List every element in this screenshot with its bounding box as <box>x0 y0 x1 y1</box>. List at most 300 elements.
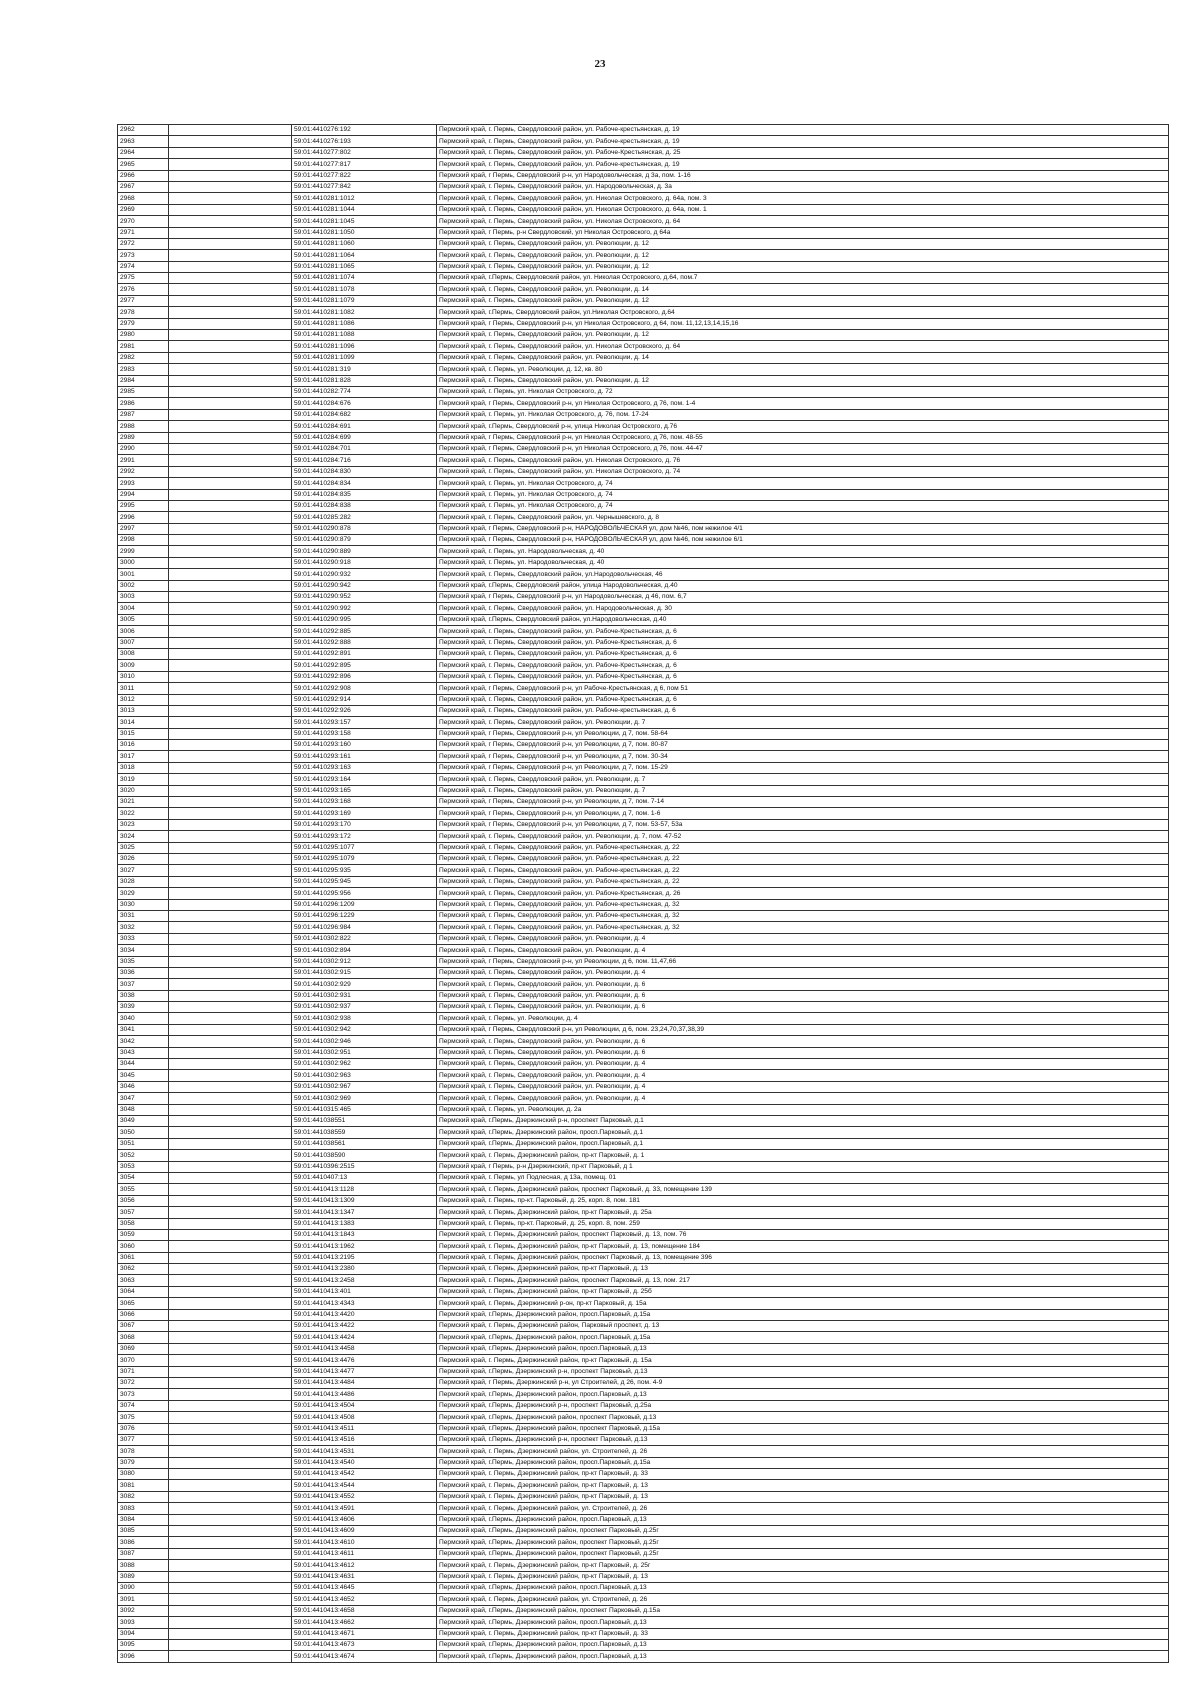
cadastral-number: 59:01:4410302:937 <box>292 1002 437 1013</box>
object-address: Пермский край, г. Пермь, Дзержинский район, пр-кт Парковый, д. 25г <box>437 1560 1169 1571</box>
cadastral-number: 59:01:4410413:4422 <box>292 1321 437 1332</box>
cadastral-number: 59:01:4410396:2515 <box>292 1161 437 1172</box>
page-number: 23 <box>594 58 606 70</box>
table-row <box>118 295 1169 306</box>
table-row <box>118 899 1169 910</box>
cadastral-number: 59:01:4410281:1065 <box>292 261 437 272</box>
table-row <box>118 181 1169 192</box>
cadastral-number: 59:01:4410285:282 <box>292 512 437 523</box>
object-address: Пермский край, г. Пермь, Свердловский район, ул. Революции, д. 4 <box>437 1081 1169 1092</box>
cadastral-number: 59:01:4410413:4645 <box>292 1583 437 1594</box>
row-blank-cell <box>169 762 292 773</box>
cadastral-number: 59:01:4410413:4477 <box>292 1366 437 1377</box>
object-address: Пермский край, г Пермь, Свердловский р-н, НАРОДОВОЛЬЧЕСКАЯ ул, дом №46, пом нежилое 6/1 <box>437 535 1169 546</box>
row-blank-cell <box>169 193 292 204</box>
row-blank-cell <box>169 1104 292 1115</box>
row-blank-cell <box>169 751 292 762</box>
object-address: Пермский край, г Пермь, Дзержинский р-н, ул Строителей, д 26, пом. 4-9 <box>437 1377 1169 1388</box>
cadastral-number: 59:01:4410413:4540 <box>292 1457 437 1468</box>
table-row <box>118 546 1169 557</box>
object-address: Пермский край, г. Пермь, Дзержинский район, ул. Строителей, д. 26 <box>437 1446 1169 1457</box>
row-number: 2992 <box>118 466 169 477</box>
object-address: Пермский край, г. Пермь, Свердловский район, ул. Рабоче-крестьянская, д. 19 <box>437 159 1169 170</box>
object-address: Пермский край, г Пермь, Свердловский р-н, НАРОДОВОЛЬЧЕСКАЯ ул, дом №46, пом нежилое 4/1 <box>437 523 1169 534</box>
row-number: 3071 <box>118 1366 169 1377</box>
object-address: Пермский край, г.Пермь, Дзержинский район, проспект Парковый, д.25г <box>437 1526 1169 1537</box>
row-blank-cell <box>169 1639 292 1650</box>
row-number: 2995 <box>118 500 169 511</box>
row-blank-cell <box>169 1594 292 1605</box>
row-number: 3086 <box>118 1537 169 1548</box>
table-row <box>118 1583 1169 1594</box>
row-number: 3042 <box>118 1036 169 1047</box>
object-address: Пермский край, г.Пермь, Дзержинский р-н, проспект Парковый, д.13 <box>437 1366 1169 1377</box>
cadastral-number: 59:01:4410293:164 <box>292 774 437 785</box>
row-number: 2970 <box>118 216 169 227</box>
table-row <box>118 1366 1169 1377</box>
row-number: 2984 <box>118 375 169 386</box>
row-blank-cell <box>169 557 292 568</box>
object-address: Пермский край, г. Пермь, Свердловский район, ул. Рабоче-Крестьянская, д. 26 <box>437 888 1169 899</box>
row-number: 2962 <box>118 125 169 136</box>
row-blank-cell <box>169 626 292 637</box>
cadastral-number: 59:01:4410315:465 <box>292 1104 437 1115</box>
object-address: Пермский край, г. Пермь, Дзержинский район, пр-кт Парковый, д. 25б <box>437 1286 1169 1297</box>
row-blank-cell <box>169 933 292 944</box>
object-address: Пермский край, г. Пермь, Дзержинский район, пр-кт Парковый, д. 13 <box>437 1264 1169 1275</box>
object-address: Пермский край, г.Пермь, Дзержинский район, просп.Парковый, д.15а <box>437 1457 1169 1468</box>
row-blank-cell <box>169 1024 292 1035</box>
cadastral-number: 59:01:4410293:172 <box>292 831 437 842</box>
row-blank-cell <box>169 1002 292 1013</box>
object-address: Пермский край, г. Пермь, Свердловский район, ул. Рабоче-крестьянская, д. 19 <box>437 125 1169 136</box>
cadastral-number: 59:01:4410293:158 <box>292 728 437 739</box>
cadastral-number: 59:01:4410292:888 <box>292 637 437 648</box>
cadastral-number: 59:01:4410277:842 <box>292 181 437 192</box>
row-number: 3088 <box>118 1560 169 1571</box>
table-row <box>118 1480 1169 1491</box>
object-address: Пермский край, г. Пермь, Свердловский район, ул. Народовольческая, д. 30 <box>437 603 1169 614</box>
row-blank-cell <box>169 876 292 887</box>
row-number: 3051 <box>118 1138 169 1149</box>
object-address: Пермский край, г. Пермь, ул Подлесная, д 13а, помещ. 01 <box>437 1172 1169 1183</box>
row-blank-cell <box>169 330 292 341</box>
table-row <box>118 1127 1169 1138</box>
object-address: Пермский край, г.Пермь, Дзержинский район, проспект Парковый, д.15а <box>437 1605 1169 1616</box>
table-row <box>118 443 1169 454</box>
table-row <box>118 1104 1169 1115</box>
table-row <box>118 979 1169 990</box>
row-blank-cell <box>169 1321 292 1332</box>
row-blank-cell <box>169 489 292 500</box>
object-address: Пермский край, г. Пермь, Свердловский район, ул. Рабоче-крестьянская, д. 6 <box>437 705 1169 716</box>
cadastral-number: 59:01:4410302:894 <box>292 945 437 956</box>
cadastral-number: 59:01:4410302:822 <box>292 933 437 944</box>
row-number: 3006 <box>118 626 169 637</box>
row-blank-cell <box>169 1377 292 1388</box>
cadastral-number: 59:01:4410302:962 <box>292 1059 437 1070</box>
row-number: 3077 <box>118 1434 169 1445</box>
cadastral-number: 59:01:4410281:1082 <box>292 307 437 318</box>
row-number: 3029 <box>118 888 169 899</box>
row-blank-cell <box>169 1571 292 1582</box>
row-number: 3092 <box>118 1605 169 1616</box>
row-number: 2994 <box>118 489 169 500</box>
cadastral-number: 59:01:4410281:1060 <box>292 238 437 249</box>
table-row <box>118 933 1169 944</box>
object-address: Пермский край, г. Пермь, Свердловский район, ул. Рабоче-крестьянская, д. 32 <box>437 910 1169 921</box>
object-address: Пермский край, г.Пермь, Свердловский р-н, улица Николая Островского, д.76 <box>437 421 1169 432</box>
row-blank-cell <box>169 797 292 808</box>
row-number: 3035 <box>118 956 169 967</box>
cadastral-number: 59:01:4410413:4631 <box>292 1571 437 1582</box>
cadastral-number: 59:01:4410293:163 <box>292 762 437 773</box>
cadastral-number: 59:01:4410413:4674 <box>292 1651 437 1662</box>
cadastral-number: 59:01:4410413:4476 <box>292 1355 437 1366</box>
row-number: 2991 <box>118 455 169 466</box>
row-number: 3037 <box>118 979 169 990</box>
row-number: 3095 <box>118 1639 169 1650</box>
table-row <box>118 1651 1169 1662</box>
row-blank-cell <box>169 637 292 648</box>
object-address: Пермский край, г Пермь, Свердловский р-н, ул Революции, д 6, пом. 11,47,66 <box>437 956 1169 967</box>
cadastral-number: 59:01:4410413:4612 <box>292 1560 437 1571</box>
row-blank-cell <box>169 136 292 147</box>
row-number: 3074 <box>118 1400 169 1411</box>
table-row <box>118 1275 1169 1286</box>
row-number: 2963 <box>118 136 169 147</box>
row-number: 2968 <box>118 193 169 204</box>
cadastral-number: 59:01:441038559 <box>292 1127 437 1138</box>
row-number: 3016 <box>118 740 169 751</box>
object-address: Пермский край, г Пермь, Свердловский р-н, ул Революции, д 7, пом. 7-14 <box>437 797 1169 808</box>
row-number: 3050 <box>118 1127 169 1138</box>
row-blank-cell <box>169 1617 292 1628</box>
row-number: 3028 <box>118 876 169 887</box>
cadastral-number: 59:01:441038551 <box>292 1115 437 1126</box>
row-number: 3010 <box>118 671 169 682</box>
cadastral-number: 59:01:4410296:984 <box>292 922 437 933</box>
row-number: 2982 <box>118 352 169 363</box>
object-address: Пермский край, г.Пермь, Дзержинский р-н, проспект Парковый, д.1 <box>437 1115 1169 1126</box>
table-row <box>118 1115 1169 1126</box>
table-row <box>118 1150 1169 1161</box>
table-row <box>118 238 1169 249</box>
row-blank-cell <box>169 648 292 659</box>
cadastral-number: 59:01:4410290:992 <box>292 603 437 614</box>
object-address: Пермский край, г.Пермь, Дзержинский р-н, проспект Парковый, д.13 <box>437 1434 1169 1445</box>
object-address: Пермский край, г. Пермь, Свердловский район, ул. Николая Островского, д. 76 <box>437 455 1169 466</box>
row-blank-cell <box>169 1036 292 1047</box>
row-number: 2978 <box>118 307 169 318</box>
row-blank-cell <box>169 1412 292 1423</box>
row-number: 2967 <box>118 181 169 192</box>
row-blank-cell <box>169 1366 292 1377</box>
object-address: Пермский край, г. Пермь, Дзержинский район, проспект Парковый, д. 13, пом. 76 <box>437 1229 1169 1240</box>
row-blank-cell <box>169 250 292 261</box>
object-address: Пермский край, г. Пермь, Свердловский район, ул. Рабоче-крестьянская, д. 22 <box>437 865 1169 876</box>
row-blank-cell <box>169 603 292 614</box>
row-number: 3021 <box>118 797 169 808</box>
row-number: 3053 <box>118 1161 169 1172</box>
table-row <box>118 1298 1169 1309</box>
cadastral-number: 59:01:4410295:1079 <box>292 854 437 865</box>
cadastral-number: 59:01:4410277:817 <box>292 159 437 170</box>
object-address: Пермский край, г. Пермь, Дзержинский район, пр-кт Парковый, д. 13, помещение 184 <box>437 1241 1169 1252</box>
row-blank-cell <box>169 1218 292 1229</box>
table-row <box>118 1264 1169 1275</box>
object-address: Пермский край, г. Пермь, Свердловский район, ул. Рабоче-крестьянская, д. 32 <box>437 899 1169 910</box>
row-number: 3022 <box>118 808 169 819</box>
table-row <box>118 694 1169 705</box>
row-blank-cell <box>169 967 292 978</box>
row-blank-cell <box>169 1480 292 1491</box>
row-number: 3060 <box>118 1241 169 1252</box>
object-address: Пермский край, г.Пермь, Свердловский район, ул. Николая Островского, д.64, пом.7 <box>437 273 1169 284</box>
object-address: Пермский край, г Пермь, Свердловский р-н, ул Рабоче-Крестьянская, д 6, пом 51 <box>437 683 1169 694</box>
table-row <box>118 512 1169 523</box>
object-address: Пермский край, г Пермь, Свердловский р-н, ул Николая Островского, д 76, пом. 1-4 <box>437 398 1169 409</box>
row-number: 3081 <box>118 1480 169 1491</box>
row-number: 3072 <box>118 1377 169 1388</box>
table-row <box>118 170 1169 181</box>
cadastral-number: 59:01:4410284:835 <box>292 489 437 500</box>
cadastral-number: 59:01:4410293:168 <box>292 797 437 808</box>
row-blank-cell <box>169 1161 292 1172</box>
object-address: Пермский край, г Пермь, Свердловский р-н, ул Революции, д 7, пом. 15-29 <box>437 762 1169 773</box>
table-row <box>118 1639 1169 1650</box>
row-blank-cell <box>169 683 292 694</box>
row-blank-cell <box>169 740 292 751</box>
cadastral-number: 59:01:4410293:160 <box>292 740 437 751</box>
cadastral-number: 59:01:4410302:963 <box>292 1070 437 1081</box>
cadastral-number: 59:01:4410302:951 <box>292 1047 437 1058</box>
object-address: Пермский край, г. Пермь, Свердловский район, ул. Революции, д. 6 <box>437 990 1169 1001</box>
cadastral-number: 59:01:4410284:691 <box>292 421 437 432</box>
row-blank-cell <box>169 352 292 363</box>
table-row <box>118 204 1169 215</box>
object-address: Пермский край, г Пермь, Свердловский р-н, ул Революции, д 7, пом. 80-87 <box>437 740 1169 751</box>
table-row <box>118 216 1169 227</box>
row-number: 3090 <box>118 1583 169 1594</box>
object-address: Пермский край, г. Пермь, Свердловский район, ул. Рабоче-Крестьянская, д. 6 <box>437 671 1169 682</box>
table-row <box>118 455 1169 466</box>
row-number: 3001 <box>118 569 169 580</box>
object-address: Пермский край, г. Пермь, ул. Николая Островского, д. 76, пом. 17-24 <box>437 409 1169 420</box>
object-address: Пермский край, г. Пермь, Свердловский район, ул. Революции, д. 14 <box>437 284 1169 295</box>
cadastral-number: 59:01:4410413:1347 <box>292 1207 437 1218</box>
object-address: Пермский край, г. Пермь, ул. Николая Островского, д. 74 <box>437 478 1169 489</box>
object-address: Пермский край, г Пермь, Свердловский р-н, ул Революции, д 6, пом. 23,24,70,37,38,39 <box>437 1024 1169 1035</box>
row-number: 3004 <box>118 603 169 614</box>
table-row <box>118 1400 1169 1411</box>
cadastral-number: 59:01:4410292:895 <box>292 660 437 671</box>
object-address: Пермский край, г. Пермь, ул. Революции, д. 12, кв. 80 <box>437 364 1169 375</box>
table-row <box>118 1172 1169 1183</box>
row-number: 3093 <box>118 1617 169 1628</box>
cadastral-number: 59:01:4410413:4610 <box>292 1537 437 1548</box>
row-blank-cell <box>169 1309 292 1320</box>
table-row <box>118 1560 1169 1571</box>
cadastral-number: 59:01:4410302:915 <box>292 967 437 978</box>
row-number: 3052 <box>118 1150 169 1161</box>
cadastral-number: 59:01:4410302:946 <box>292 1036 437 1047</box>
table-row <box>118 557 1169 568</box>
cadastral-number: 59:01:4410292:896 <box>292 671 437 682</box>
table-row <box>118 728 1169 739</box>
row-number: 2973 <box>118 250 169 261</box>
row-number: 2996 <box>118 512 169 523</box>
row-number: 2997 <box>118 523 169 534</box>
object-address: Пермский край, г. Пермь, Свердловский район, ул. Революции, д. 7, пом. 47-52 <box>437 831 1169 842</box>
object-address: Пермский край, г Пермь, Свердловский р-н, ул Революции, д 7, пом. 1-6 <box>437 808 1169 819</box>
object-address: Пермский край, г. Пермь, Свердловский район, ул. Революции, д. 12 <box>437 238 1169 249</box>
cadastral-number: 59:01:4410292:908 <box>292 683 437 694</box>
table-row <box>118 774 1169 785</box>
table-row <box>118 330 1169 341</box>
cadastral-number: 59:01:4410276:192 <box>292 125 437 136</box>
table-row <box>118 1081 1169 1092</box>
cadastral-number: 59:01:4410281:1096 <box>292 341 437 352</box>
row-blank-cell <box>169 284 292 295</box>
row-number: 3068 <box>118 1332 169 1343</box>
table-row <box>118 990 1169 1001</box>
object-address: Пермский край, г.Пермь, Дзержинский район, просп.Парковый, д.13 <box>437 1639 1169 1650</box>
cadastral-number: 59:01:4410413:4591 <box>292 1503 437 1514</box>
cadastral-number: 59:01:4410277:822 <box>292 170 437 181</box>
table-row <box>118 375 1169 386</box>
object-address: Пермский край, г. Пермь, Свердловский район, ул. Революции, д. 4 <box>437 1059 1169 1070</box>
table-row <box>118 888 1169 899</box>
row-blank-cell <box>169 922 292 933</box>
object-address: Пермский край, г. Пермь, Свердловский район, ул. Революции, д. 6 <box>437 1002 1169 1013</box>
object-address: Пермский край, г. Пермь, Свердловский район, ул. Революции, д. 4 <box>437 945 1169 956</box>
object-address: Пермский край, г. Пермь, Свердловский район, ул. Революции, д. 12 <box>437 330 1169 341</box>
table-row <box>118 1605 1169 1616</box>
row-number: 2965 <box>118 159 169 170</box>
object-address: Пермский край, г. Пермь, Свердловский район, ул. Революции, д. 12 <box>437 295 1169 306</box>
cadastral-number: 59:01:4410413:2380 <box>292 1264 437 1275</box>
object-address: Пермский край, г.Пермь, Дзержинский район, проспект Парковый, д.13 <box>437 1412 1169 1423</box>
object-address: Пермский край, г. Пермь, Свердловский район, ул. Революции, д. 7 <box>437 717 1169 728</box>
object-address: Пермский край, г. Пермь, Свердловский район, ул. Революции, д. 7 <box>437 785 1169 796</box>
row-number: 2976 <box>118 284 169 295</box>
cadastral-number: 59:01:4410413:4486 <box>292 1389 437 1400</box>
object-address: Пермский край, г. Пермь, Свердловский район, ул. Николая Островского, д. 64а, пом. 1 <box>437 204 1169 215</box>
table-row <box>118 956 1169 967</box>
table-row <box>118 1617 1169 1628</box>
object-address: Пермский край, г.Пермь, Дзержинский р-н, проспект Парковый, д.25а <box>437 1400 1169 1411</box>
table-row <box>118 386 1169 397</box>
row-number: 3047 <box>118 1093 169 1104</box>
object-address: Пермский край, г.Пермь, Дзержинский район, проспект Парковый, д.25г <box>437 1537 1169 1548</box>
row-number: 3026 <box>118 854 169 865</box>
cadastral-number: 59:01:4410295:935 <box>292 865 437 876</box>
object-address: Пермский край, г. Пермь, Свердловский район, ул. Революции, д. 4 <box>437 1093 1169 1104</box>
table-row <box>118 159 1169 170</box>
cadastral-number: 59:01:4410302:912 <box>292 956 437 967</box>
object-address: Пермский край, г. Пермь, Дзержинский район, пр-кт Парковый, д. 1 <box>437 1150 1169 1161</box>
row-blank-cell <box>169 899 292 910</box>
object-address: Пермский край, г. Пермь, Свердловский район, ул. Революции, д. 14 <box>437 352 1169 363</box>
cadastral-number: 59:01:4410284:830 <box>292 466 437 477</box>
object-address: Пермский край, г. Пермь, Свердловский район, ул. Революции, д. 4 <box>437 967 1169 978</box>
cadastral-number: 59:01:4410413:2458 <box>292 1275 437 1286</box>
row-blank-cell <box>169 409 292 420</box>
table-row <box>118 910 1169 921</box>
cadastral-number: 59:01:4410293:170 <box>292 819 437 830</box>
table-row <box>118 432 1169 443</box>
row-blank-cell <box>169 216 292 227</box>
row-blank-cell <box>169 170 292 181</box>
row-number: 3025 <box>118 842 169 853</box>
cadastral-number: 59:01:4410293:169 <box>292 808 437 819</box>
object-address: Пермский край, г.Пермь, Свердловский район, ул.Народовольческая, д.40 <box>437 614 1169 625</box>
row-number: 3044 <box>118 1059 169 1070</box>
object-address: Пермский край, г. Пермь, Дзержинский район, пр-кт Парковый, д. 15а <box>437 1355 1169 1366</box>
row-blank-cell <box>169 307 292 318</box>
cadastral-number: 59:01:4410413:4420 <box>292 1309 437 1320</box>
row-blank-cell <box>169 227 292 238</box>
row-number: 3009 <box>118 660 169 671</box>
row-number: 3089 <box>118 1571 169 1582</box>
table-row <box>118 945 1169 956</box>
object-address: Пермский край, г.Пермь, Дзержинский район, просп.Парковый, д.13 <box>437 1514 1169 1525</box>
row-blank-cell <box>169 159 292 170</box>
table-row <box>118 819 1169 830</box>
cadastral-number: 59:01:4410284:676 <box>292 398 437 409</box>
row-blank-cell <box>169 238 292 249</box>
row-number: 3012 <box>118 694 169 705</box>
row-blank-cell <box>169 1526 292 1537</box>
cadastral-number: 59:01:4410302:942 <box>292 1024 437 1035</box>
row-blank-cell <box>169 1628 292 1639</box>
cadastral-number: 59:01:4410281:1045 <box>292 216 437 227</box>
row-blank-cell <box>169 1389 292 1400</box>
cadastral-number: 59:01:4410413:4508 <box>292 1412 437 1423</box>
row-number: 3034 <box>118 945 169 956</box>
row-number: 3027 <box>118 865 169 876</box>
row-blank-cell <box>169 318 292 329</box>
table-row <box>118 489 1169 500</box>
row-number: 3070 <box>118 1355 169 1366</box>
row-number: 3049 <box>118 1115 169 1126</box>
object-address: Пермский край, г. Пермь, Дзержинский район, пр-кт Парковый, д. 25а <box>437 1207 1169 1218</box>
row-blank-cell <box>169 1093 292 1104</box>
row-blank-cell <box>169 535 292 546</box>
cadastral-number: 59:01:4410290:878 <box>292 523 437 534</box>
row-number: 2981 <box>118 341 169 352</box>
table-row <box>118 523 1169 534</box>
row-number: 3056 <box>118 1195 169 1206</box>
row-number: 3061 <box>118 1252 169 1263</box>
table-row <box>118 1343 1169 1354</box>
table-row <box>118 603 1169 614</box>
object-address: Пермский край, г. Пермь, Свердловский район, ул.Народовольческая, 46 <box>437 569 1169 580</box>
row-number: 3002 <box>118 580 169 591</box>
row-blank-cell <box>169 1332 292 1343</box>
table-row <box>118 648 1169 659</box>
row-number: 3020 <box>118 785 169 796</box>
row-number: 3017 <box>118 751 169 762</box>
object-address: Пермский край, г Пермь, Свердловский р-н, ул Николая Островского, д 64, пом. 11,12,13,14,15,16 <box>437 318 1169 329</box>
row-blank-cell <box>169 1355 292 1366</box>
row-number: 3039 <box>118 1002 169 1013</box>
cadastral-number: 59:01:4410296:1229 <box>292 910 437 921</box>
row-number: 2975 <box>118 273 169 284</box>
row-blank-cell <box>169 854 292 865</box>
cadastral-number: 59:01:4410293:157 <box>292 717 437 728</box>
